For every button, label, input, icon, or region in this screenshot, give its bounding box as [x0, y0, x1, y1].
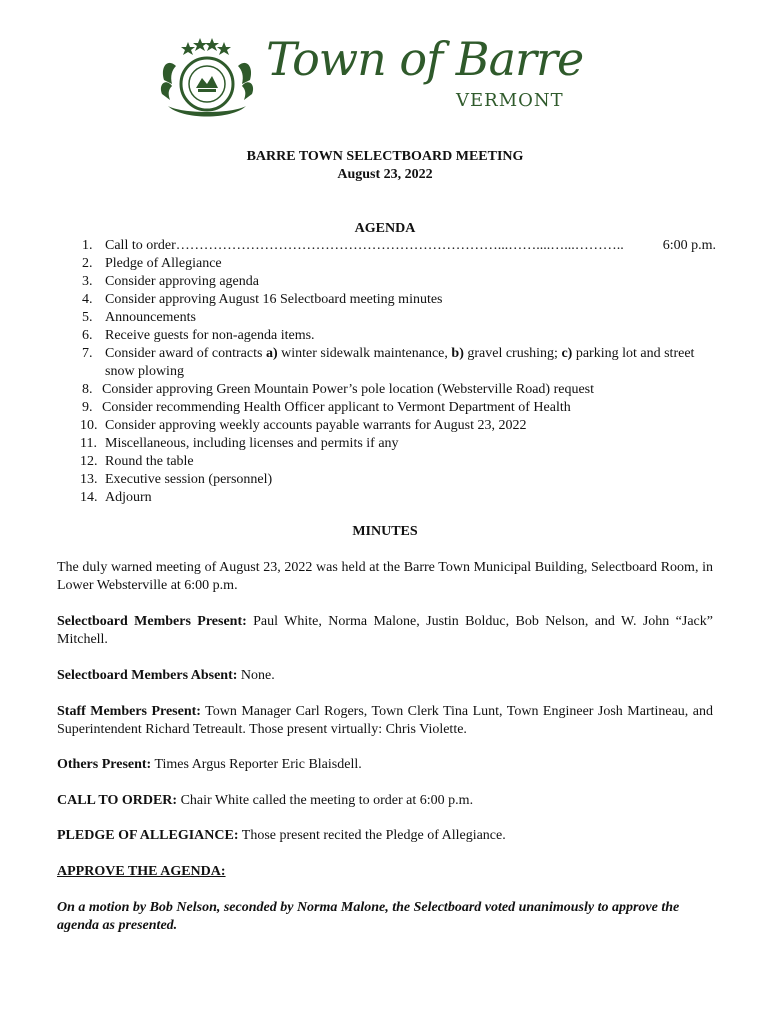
agenda-number: 4.: [82, 292, 93, 307]
agenda-sublabel: c): [561, 346, 573, 361]
agenda-item: [58, 399, 718, 417]
agenda-number: 13.: [80, 472, 98, 487]
agenda-text: Announcements: [105, 310, 196, 325]
agenda-item: [58, 273, 718, 291]
agenda-list: [58, 237, 718, 507]
agenda-text: Call to order……………………………………………………………...……....…...………..: [105, 238, 624, 253]
town-seal-icon: [158, 36, 256, 120]
others-present: [57, 756, 713, 774]
agenda-item: [58, 309, 718, 327]
agenda-text-part: winter sidewalk maintenance,: [277, 346, 452, 361]
field-label: PLEDGE OF ALLEGIANCE:: [57, 828, 239, 843]
agenda-text: Consider approving August 16 Selectboard meeting minutes: [105, 292, 443, 307]
field-value: None.: [237, 668, 275, 683]
call-to-order: [57, 792, 713, 810]
agenda-text: Receive guests for non-agenda items.: [105, 328, 315, 343]
minutes-heading: MINUTES: [352, 524, 418, 539]
agenda-text: Consider approving Green Mountain Power’s pole location (Websterville Road) request: [102, 382, 594, 397]
agenda-number: 10.: [80, 418, 98, 433]
agenda-text-part: Consider award of contracts: [105, 346, 266, 361]
meeting-date: August 23, 2022: [337, 167, 433, 182]
agenda-text: Adjourn: [105, 490, 152, 505]
agenda-item: [58, 291, 718, 309]
agenda-item: [58, 471, 718, 489]
field-label: CALL TO ORDER:: [57, 793, 178, 808]
minutes-intro: The duly warned meeting of August 23, 2022 was held at the Barre Town Municipal Building, Selectboard Room, in Lower Websterville at 6:00 p.m.: [57, 560, 713, 593]
agenda-number: 3.: [82, 274, 93, 289]
agenda-item: [58, 381, 718, 399]
agenda-item: [58, 489, 718, 507]
agenda-heading: AGENDA: [354, 221, 416, 236]
field-label: Selectboard Members Absent:: [57, 668, 238, 683]
members-present: [57, 613, 713, 649]
agenda-text: Miscellaneous, including licenses and permits if any: [105, 436, 399, 451]
approve-agenda-heading: APPROVE THE AGENDA:: [57, 864, 226, 879]
motion-text: On a motion by Bob Nelson, seconded by Norma Malone, the Selectboard voted unanimously to approve the agenda as presented.: [57, 900, 680, 933]
field-label: Staff Members Present:: [57, 704, 201, 719]
logo-state: VERMONT: [456, 90, 564, 111]
agenda-text: Consider approving weekly accounts payable warrants for August 23, 2022: [105, 418, 527, 433]
agenda-number: 8.: [82, 382, 93, 397]
field-label: Selectboard Members Present:: [57, 614, 247, 629]
staff-present: [57, 703, 713, 739]
field-value: Times Argus Reporter Eric Blaisdell.: [151, 757, 362, 772]
agenda-item: [58, 417, 718, 435]
agenda-item: [58, 327, 718, 345]
agenda-sublabel: b): [451, 346, 464, 361]
agenda-sublabel: a): [265, 346, 278, 361]
agenda-number: 2.: [82, 256, 93, 271]
agenda-number: 5.: [82, 310, 93, 325]
agenda-number: 1.: [82, 238, 93, 253]
agenda-item: [58, 345, 718, 381]
agenda-item: [58, 237, 718, 255]
agenda-number: 12.: [80, 454, 98, 469]
agenda-number: 7.: [82, 346, 93, 361]
agenda-number: 11.: [80, 436, 97, 451]
town-logo: [158, 30, 584, 120]
meeting-title: BARRE TOWN SELECTBOARD MEETING: [246, 149, 524, 164]
field-value: Town Manager Carl Rogers, Town Clerk Tina Lunt, Town Engineer Josh Martineau, and Superintendent Richard Tetreault. Those present virtually: Chris Violette.: [57, 704, 713, 737]
agenda-text-part: parking lot and street snow plowing: [105, 346, 695, 379]
field-value: Paul White, Norma Malone, Justin Bolduc, Bob Nelson, and W. John “Jack” Mitchell.: [57, 614, 713, 647]
agenda-item: [58, 255, 718, 273]
agenda-text: [58, 345, 718, 381]
agenda-time: 6:00 p.m.: [662, 238, 716, 253]
agenda-text-part: gravel crushing;: [463, 346, 562, 361]
field-value: Those present recited the Pledge of Allegiance.: [238, 828, 506, 843]
agenda-text: Pledge of Allegiance: [105, 256, 222, 271]
field-label: Others Present:: [57, 757, 152, 772]
agenda-text: Round the table: [105, 454, 194, 469]
agenda-item: [58, 435, 718, 453]
field-value: Chair White called the meeting to order at 6:00 p.m.: [177, 793, 474, 808]
agenda-number: 6.: [82, 328, 93, 343]
agenda-number: 9.: [82, 400, 93, 415]
pledge-of-allegiance: [57, 827, 713, 845]
agenda-text: Executive session (personnel): [105, 472, 273, 487]
agenda-number: 14.: [80, 490, 98, 505]
agenda-text: Consider approving agenda: [105, 274, 259, 289]
agenda-item: [58, 453, 718, 471]
logo-wordmark: Town of Barre: [266, 32, 584, 86]
agenda-text: Consider recommending Health Officer applicant to Vermont Department of Health: [102, 400, 571, 415]
members-absent: [57, 667, 713, 685]
